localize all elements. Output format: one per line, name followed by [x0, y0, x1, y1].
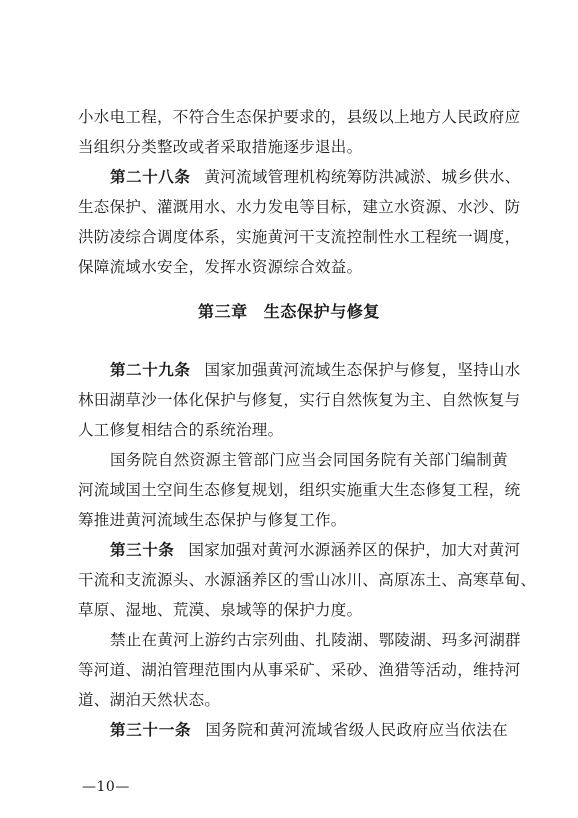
- article-title: 第二十八条: [110, 168, 191, 186]
- chapter-title: 生态保护与修复: [263, 302, 380, 321]
- text-line: 小水电工程，不符合生态保护要求的，县级以上地方人民政府应: [78, 108, 521, 126]
- text-line: 当组织分类整改或者采取措施逐步退出。: [78, 138, 363, 156]
- article-title: 第三十条: [110, 541, 175, 559]
- chapter-number: 第三章: [197, 302, 248, 321]
- article-text: 黄河流域管理机构统筹防洪减淤、城乡供水、: [204, 168, 521, 186]
- article-title: 第二十九条: [110, 361, 191, 379]
- article-30: [110, 540, 521, 560]
- text-line: 保障流域水安全，发挥水资源综合效益。: [78, 258, 363, 276]
- text-line: 国务院自然资源主管部门应当会同国务院有关部门编制黄: [110, 451, 508, 469]
- article-text: 国务院和黄河流域省级人民政府应当依法在: [205, 721, 508, 739]
- text-line: 生态保护、灌溉用水、水力发电等目标，建立水资源、水沙、防: [78, 198, 521, 216]
- article-29: [110, 360, 521, 380]
- article-31: [110, 720, 508, 740]
- text-line: 禁止在黄河上游约古宗列曲、扎陵湖、鄂陵湖、玛多河湖群: [110, 631, 521, 649]
- text-line: 干流和支流源头、水源涵养区的雪山冰川、高原冻土、高寒草甸、: [78, 571, 537, 589]
- text-line: 道、湖泊天然状态。: [78, 691, 221, 709]
- text-line: 筹推进黄河流域生态保护与修复工作。: [78, 511, 347, 529]
- article-28: [110, 167, 521, 187]
- text-line: 洪防凌综合调度体系，实施黄河干支流控制性水工程统一调度，: [78, 228, 521, 246]
- chapter-heading: [0, 302, 578, 322]
- text-line: 人工修复相结合的系统治理。: [78, 421, 284, 439]
- text-line: 河流域国土空间生态修复规划，组织实施重大生态修复工程，统: [78, 481, 521, 499]
- text-line: 草原、湿地、荒漠、泉域等的保护力度。: [78, 601, 363, 619]
- text-line: 林田湖草沙一体化保护与修复，实行自然恢复为主、自然恢复与: [78, 391, 521, 409]
- page-number: —10—: [82, 779, 130, 795]
- article-text: 国家加强黄河流域生态保护与修复，坚持山水: [204, 361, 521, 379]
- article-text: 国家加强对黄河水源涵养区的保护，加大对黄河: [188, 541, 521, 559]
- text-line: 等河道、湖泊管理范围内从事采矿、采砂、渔猎等活动，维持河: [78, 661, 521, 679]
- article-title: 第三十一条: [110, 721, 192, 739]
